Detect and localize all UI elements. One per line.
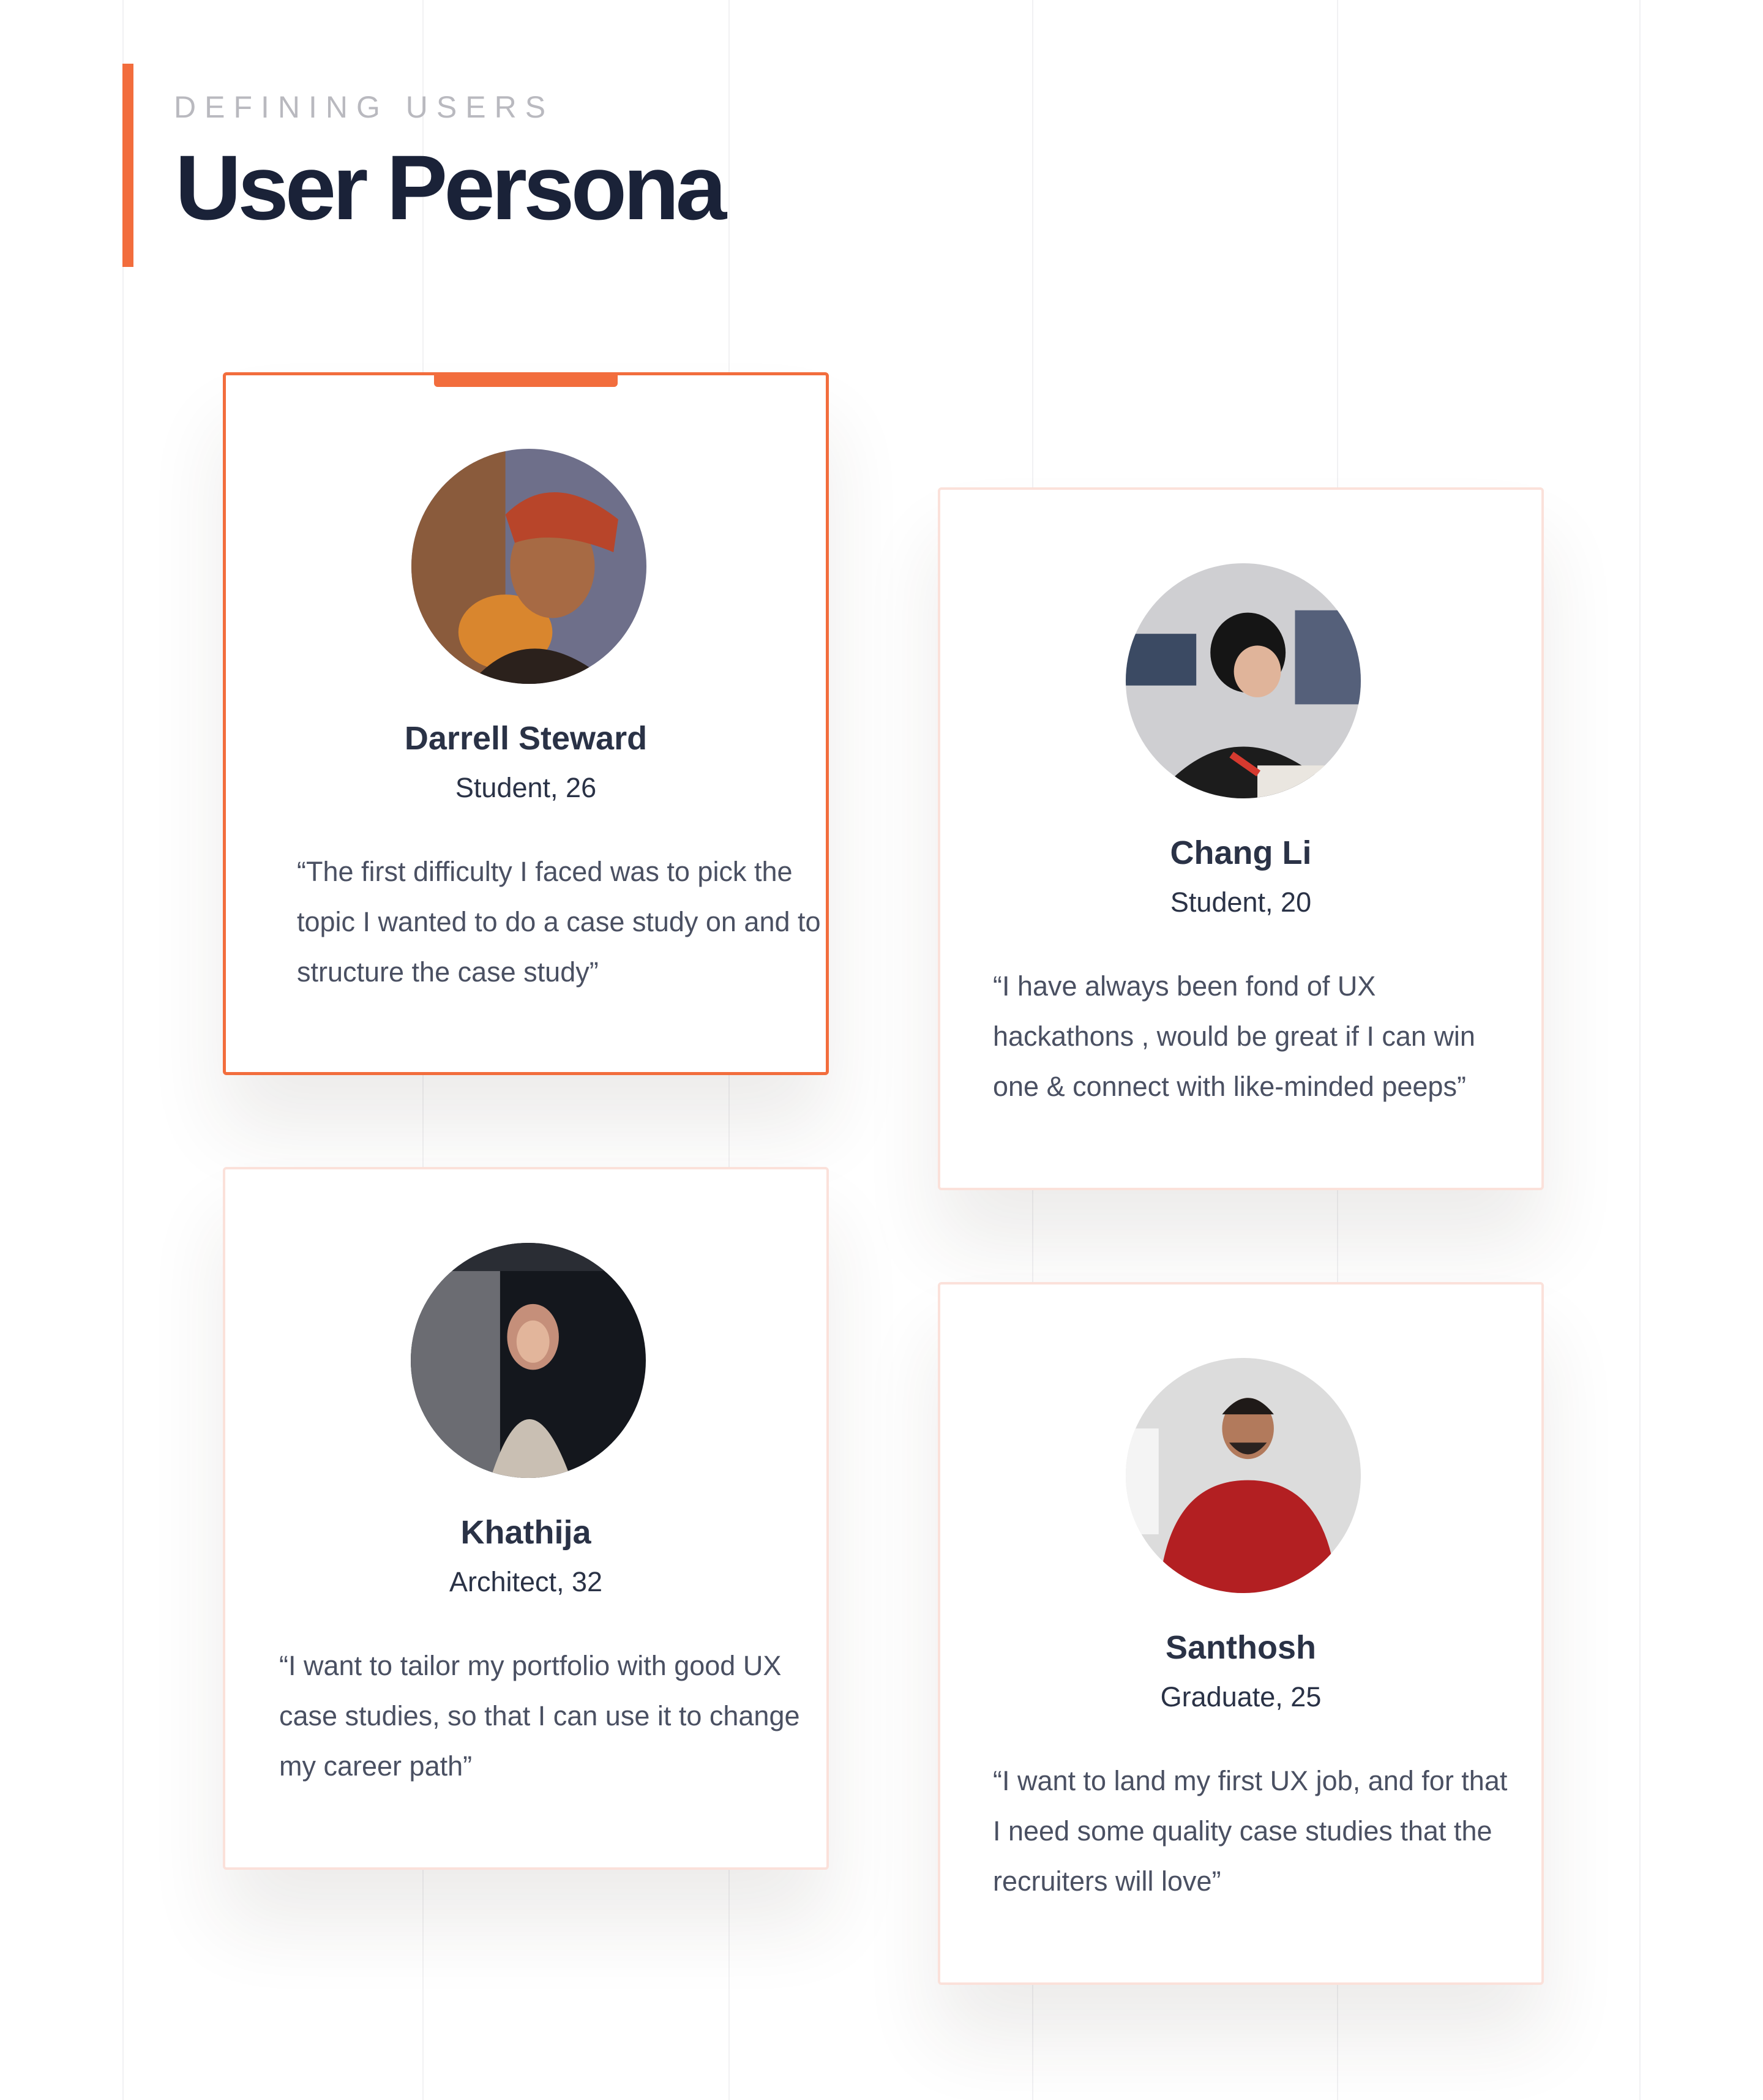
persona-role: Architect, 32	[449, 1566, 603, 1597]
avatar-darrell	[411, 449, 646, 684]
persona-quote: “I want to tailor my portfolio with good UX case studies, so that I can use it to change my career path”	[279, 1650, 800, 1782]
persona-card-khathija[interactable]	[223, 1167, 829, 1870]
persona-card-santhosh[interactable]	[938, 1282, 1544, 1985]
persona-name: Santhosh	[1165, 1629, 1316, 1666]
persona-quote: “I want to land my first UX job, and for that I need some quality case studies that the recruiters will love”	[993, 1765, 1508, 1897]
persona-name: Darrell Steward	[404, 720, 648, 757]
persona-quote: “The first difficulty I faced was to pick the topic I wanted to do a case study on and to structure the case study”	[297, 856, 821, 988]
grid-guide	[1639, 0, 1641, 2100]
page-title: User Persona	[175, 136, 724, 239]
avatar-khathija	[411, 1243, 646, 1478]
grid-guide	[122, 0, 124, 2100]
section-eyebrow: DEFINING USERS	[174, 90, 555, 124]
selected-indicator	[434, 372, 618, 387]
persona-card-darrell[interactable]	[223, 372, 829, 1075]
persona-name: Khathija	[460, 1514, 591, 1551]
persona-card-chang-li[interactable]	[938, 487, 1544, 1190]
avatar-santhosh	[1126, 1358, 1361, 1593]
section-accent-bar	[122, 64, 133, 267]
persona-role: Graduate, 25	[1160, 1681, 1322, 1712]
persona-role: Student, 26	[455, 772, 597, 803]
persona-quote: “I have always been fond of UX hackathons , would be great if I can win one & connect with like-minded peeps”	[993, 970, 1475, 1102]
persona-name: Chang Li	[1170, 834, 1312, 871]
persona-role: Student, 20	[1170, 887, 1312, 918]
avatar-chang-li	[1126, 563, 1361, 798]
